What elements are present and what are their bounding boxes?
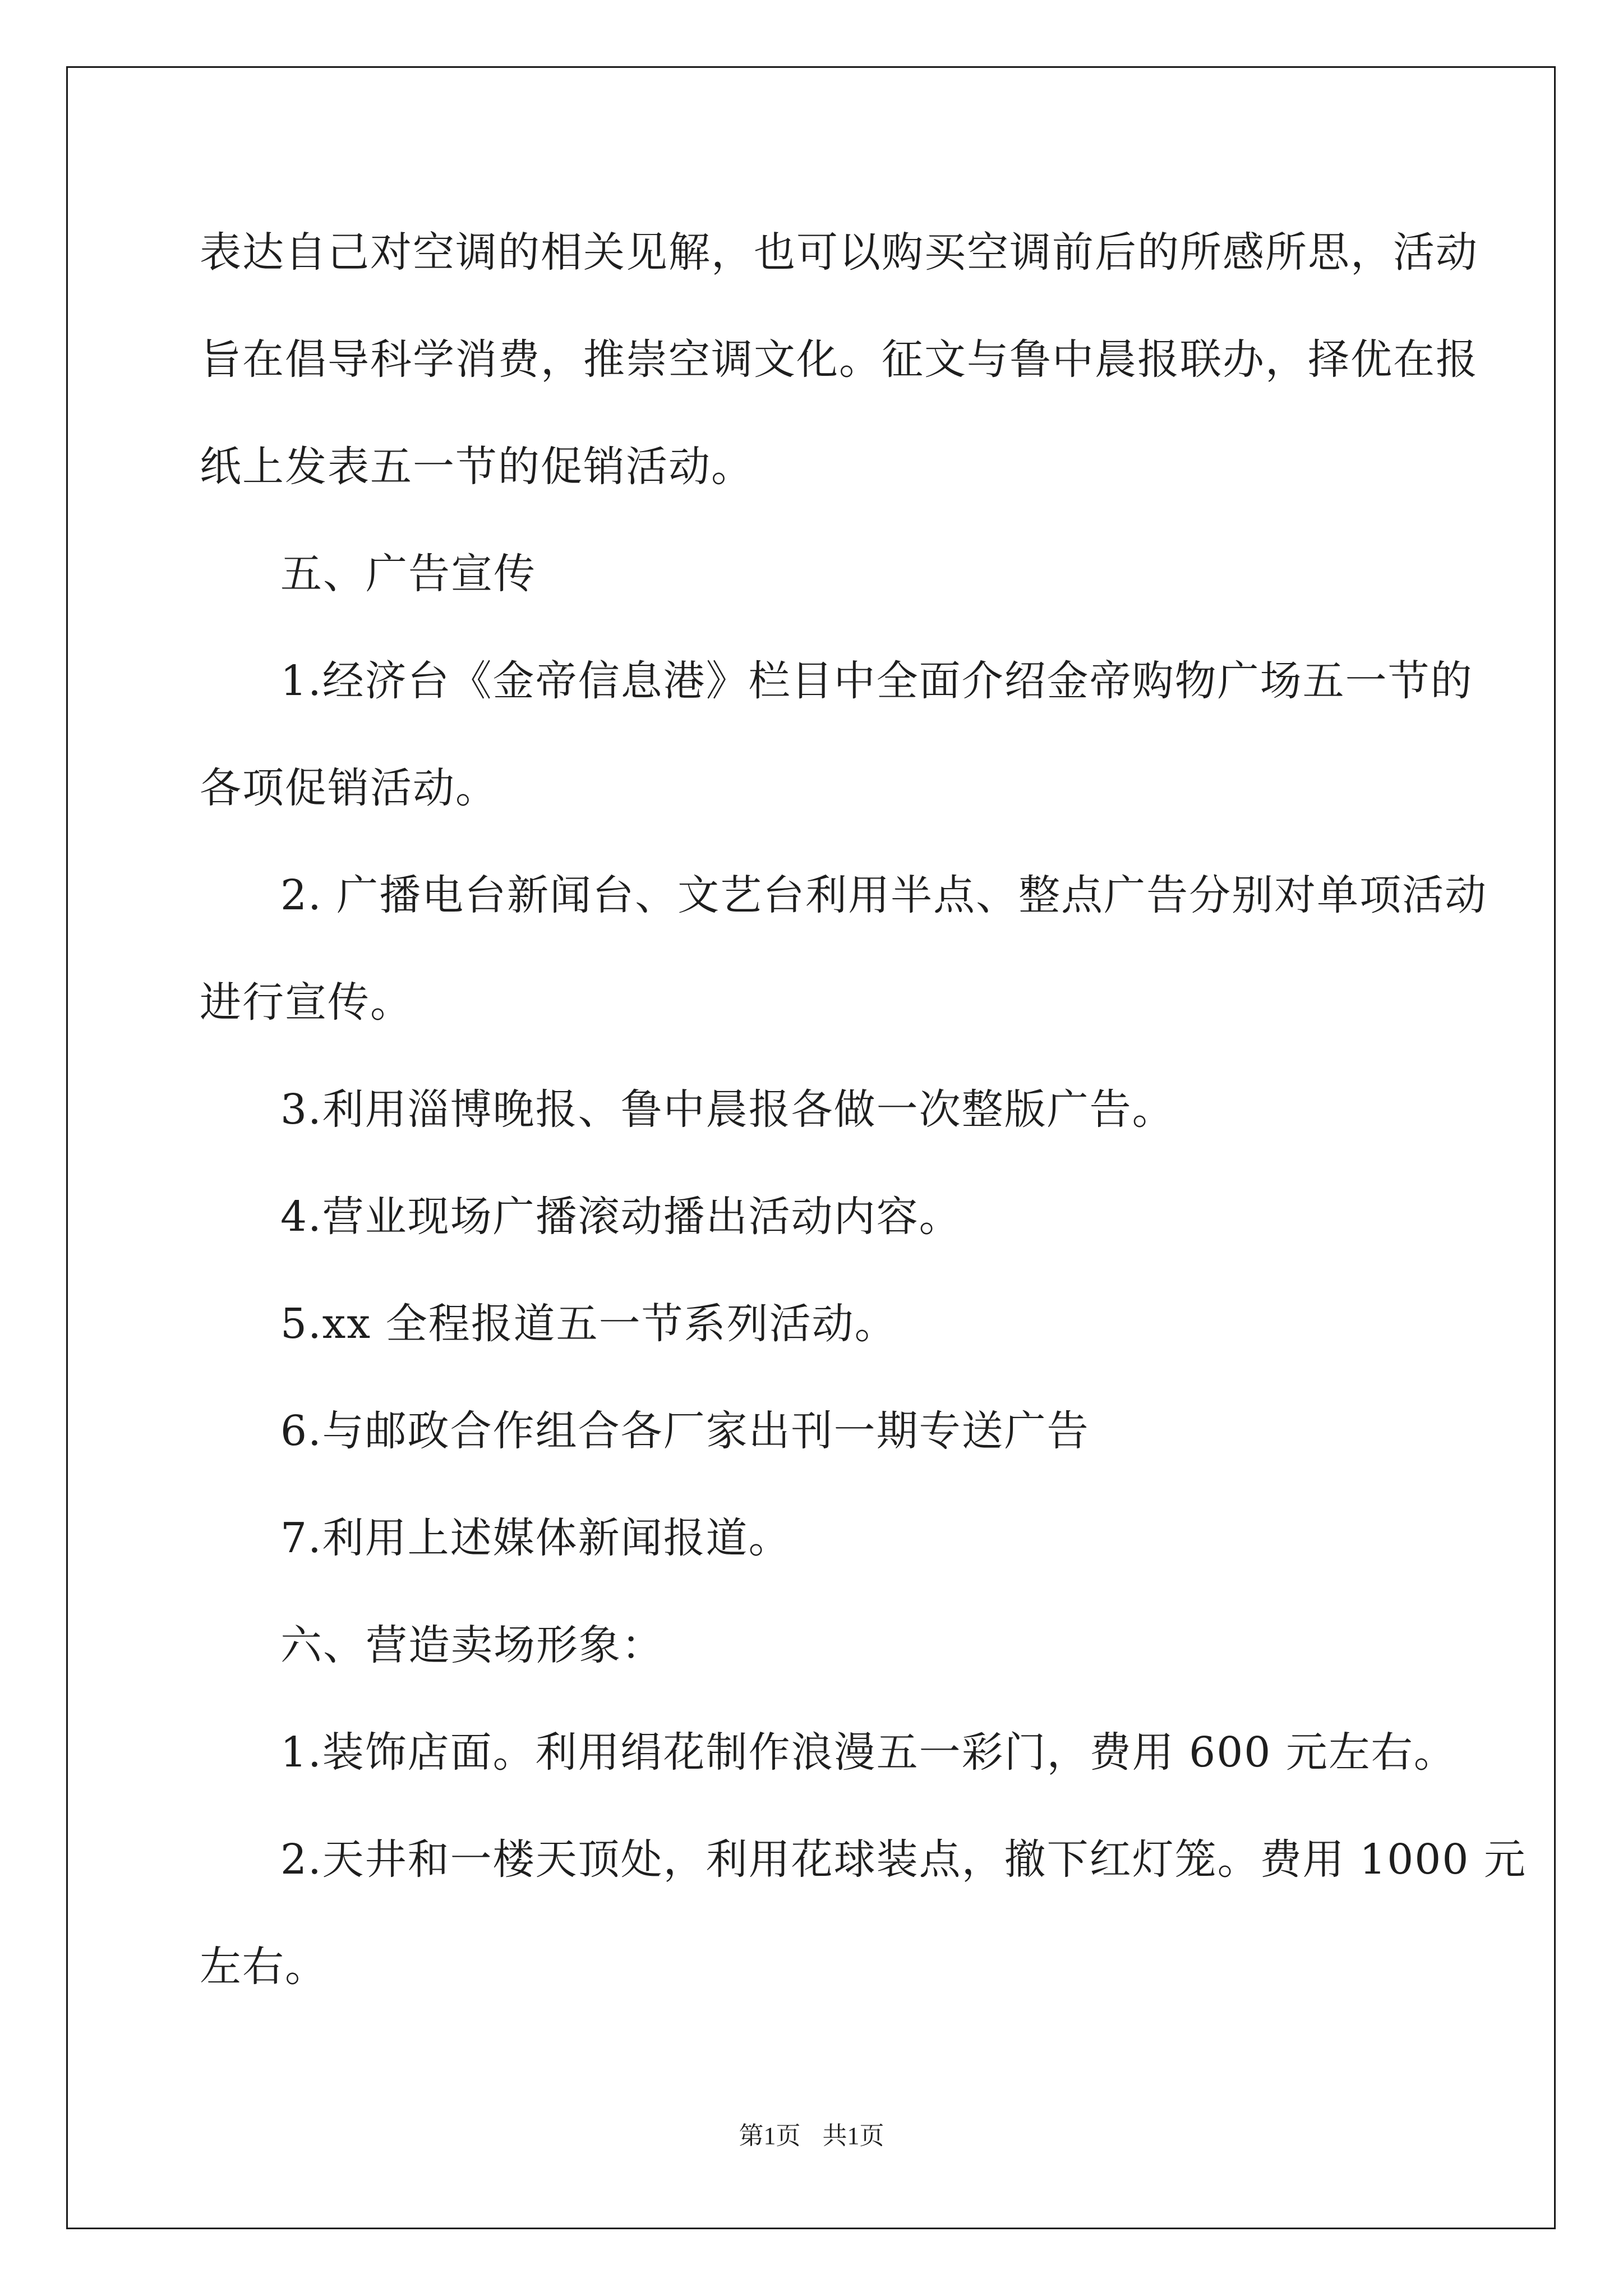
list-item: 4.营业现场广播滚动播出活动内容。 <box>280 1193 962 1241</box>
list-item: 1.经济台《金帝信息港》栏目中全面介绍金帝购物广场五一节的 <box>280 657 1473 705</box>
body-line: 左右。 <box>200 1943 328 1991</box>
list-item: 5.xx 全程报道五一节系列活动。 <box>280 1300 897 1348</box>
body-line: 纸上发表五一节的促销活动。 <box>200 443 754 491</box>
body-line: 进行宣传。 <box>200 978 413 1027</box>
page-number: 第1页 <box>739 2122 801 2150</box>
list-item: 2.天井和一楼天顶处，利用花球装点，撤下红灯笼。费用 1000 元 <box>280 1835 1527 1884</box>
body-line: 表达自己对空调的相关见解，也可以购买空调前后的所感所思，活动 <box>200 228 1478 277</box>
page-border <box>66 66 1556 2229</box>
body-line: 各项促销活动。 <box>200 764 498 812</box>
section-heading: 六、营造卖场形象： <box>280 1621 664 1669</box>
list-item: 6.与邮政合作组合各厂家出刊一期专送广告 <box>280 1407 1090 1455</box>
list-item: 2. 广播电台新闻台、文艺台利用半点、整点广告分别对单项活动 <box>280 871 1488 919</box>
list-item: 7.利用上述媒体新闻报道。 <box>280 1514 791 1562</box>
page-total: 共1页 <box>822 2122 884 2150</box>
body-line: 旨在倡导科学消费，推崇空调文化。征文与鲁中晨报联办，择优在报 <box>200 335 1478 384</box>
section-heading: 五、广告宣传 <box>280 550 536 598</box>
list-item: 3.利用淄博晚报、鲁中晨报各做一次整版广告。 <box>280 1085 1175 1134</box>
list-item: 1.装饰店面。利用绢花制作浪漫五一彩门，费用 600 元左右。 <box>280 1728 1456 1777</box>
page-footer <box>0 2124 1623 2148</box>
